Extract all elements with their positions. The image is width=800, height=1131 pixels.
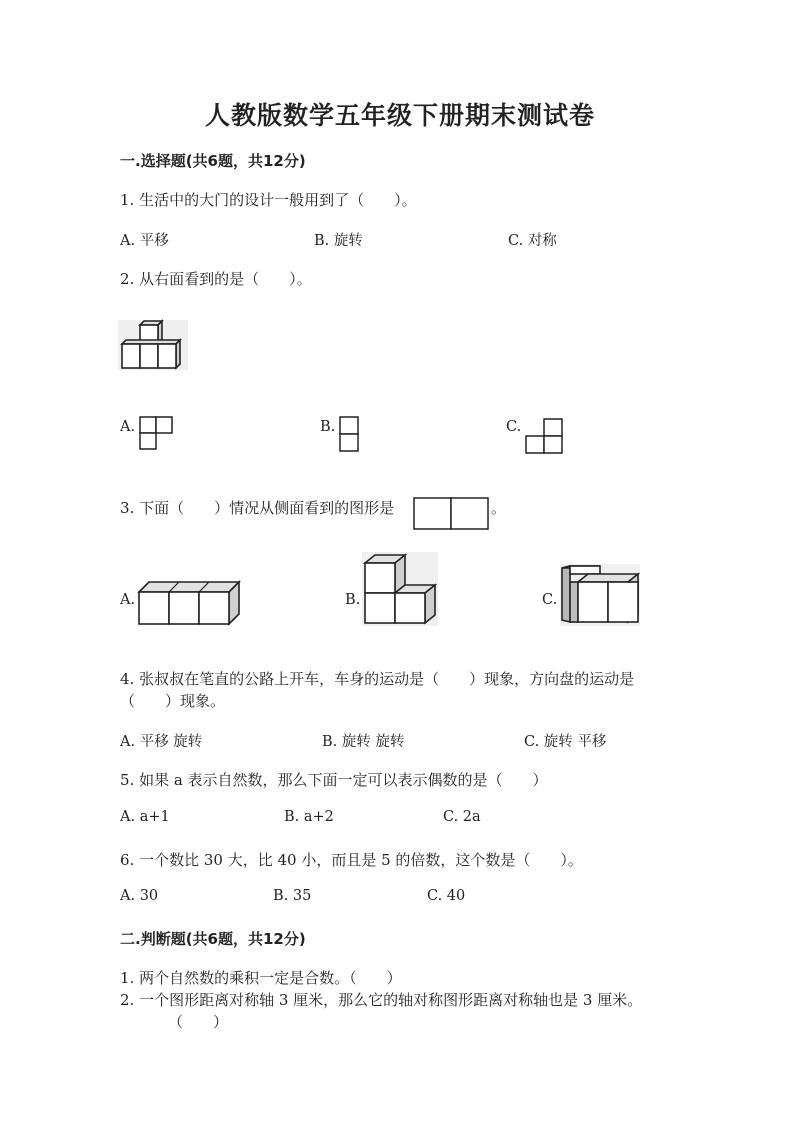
- q4-option-a: A. 平移 旋转: [120, 734, 203, 750]
- q6-option-b: B. 35: [273, 888, 312, 904]
- q5-option-b: B. a+2: [284, 809, 334, 825]
- q2-option-b-figure: [339, 416, 361, 454]
- page-title: 人教版数学五年级下册期末测试卷: [204, 101, 595, 130]
- q6-option-c: C. 40: [427, 888, 466, 904]
- q2-option-a-figure: [139, 416, 175, 454]
- q2-option-c-figure: [524, 418, 566, 456]
- q3-option-c-figure: [560, 564, 642, 628]
- q4-option-c: C. 旋转 平移: [524, 734, 607, 750]
- q2-option-c: C.: [506, 419, 522, 435]
- q2-option-b: B.: [320, 419, 336, 435]
- q2-option-a: A.: [120, 419, 136, 435]
- q3-option-a-figure: [135, 578, 243, 628]
- q1-option-b: B. 旋转: [314, 233, 363, 249]
- section-heading-choice: 一.选择题(共6题，共12分): [120, 152, 306, 170]
- judgement-question-2-line1: 2. 一个图形距离对称轴 3 厘米，那么它的轴对称图形距离对称轴也是 3 厘米。: [120, 991, 643, 1009]
- question-1: 1. 生活中的大门的设计一般用到了（ ）。: [120, 191, 417, 209]
- q1-option-a: A. 平移: [120, 233, 169, 249]
- section-heading-judgement: 二.判断题(共6题，共12分): [120, 930, 306, 948]
- q3-option-b-figure: [362, 552, 440, 628]
- question-6: 6. 一个数比 30 大，比 40 小，而且是 5 的倍数，这个数是（ ）。: [120, 851, 583, 869]
- q5-option-a: A. a+1: [120, 809, 170, 825]
- question-4-line2: （ ）现象。: [120, 692, 226, 710]
- q3-option-b: B.: [345, 592, 361, 608]
- q3-option-a: A.: [120, 592, 136, 608]
- q4-option-b: B. 旋转 旋转: [322, 734, 405, 750]
- q5-option-c: C. 2a: [443, 809, 481, 825]
- q1-option-c: C. 对称: [508, 233, 557, 249]
- question-5: 5. 如果 a 表示自然数，那么下面一定可以表示偶数的是（ ）: [120, 771, 548, 789]
- judgement-question-1: 1. 两个自然数的乘积一定是合数。（ ）: [120, 969, 402, 987]
- question-2: 2. 从右面看到的是（ ）。: [120, 270, 312, 288]
- question-4-line1: 4. 张叔叔在笔直的公路上开车，车身的运动是（ ）现象，方向盘的运动是: [120, 670, 635, 688]
- q3-side-view-figure: [413, 497, 495, 533]
- q2-cube-figure: [118, 320, 190, 372]
- judgement-question-2-line2: （ ）: [168, 1013, 229, 1031]
- q6-option-a: A. 30: [120, 888, 159, 904]
- q3-option-c: C.: [542, 592, 558, 608]
- question-3-end: 。: [491, 499, 507, 517]
- question-3: 3. 下面（ ）情况从侧面看到的图形是: [120, 499, 395, 517]
